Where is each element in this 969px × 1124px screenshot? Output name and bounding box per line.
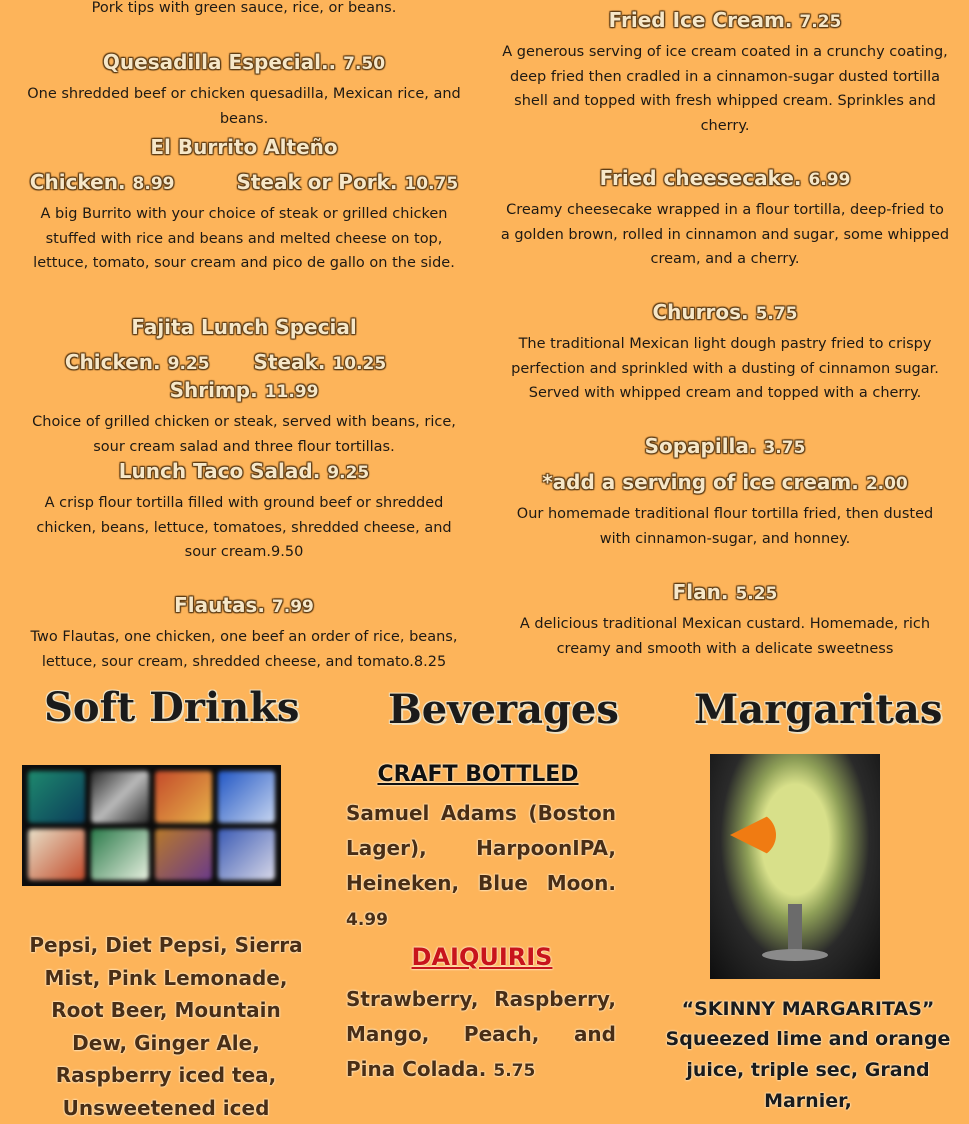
- item-title: *add a serving of ice cream.: [542, 470, 859, 494]
- drink-thumb: [91, 829, 148, 881]
- craft-price: 4.99: [346, 910, 388, 930]
- craft-bottled-list: [346, 796, 616, 938]
- drink-thumb: [218, 829, 275, 881]
- quesadilla-item: [22, 49, 466, 131]
- item-price: 5.25: [735, 584, 778, 604]
- taco-salad-item: [22, 458, 466, 565]
- skinny-margaritas-desc: Squeezed lime and orange juice, triple sec, Grand Marnier,: [665, 1028, 951, 1112]
- item-title: Fried cheesecake.: [599, 166, 802, 190]
- item-price-3: 11.99: [264, 382, 319, 402]
- daiquiris-list: [346, 982, 616, 1089]
- glass-base: [762, 949, 828, 961]
- daiquiris-label: DAIQUIRIS: [411, 943, 553, 971]
- item-desc: Our homemade traditional flour tortilla fried, then dusted with cinnamon-sugar, and honney.: [516, 506, 934, 547]
- item-title: Sopapilla.: [644, 434, 757, 458]
- item-desc: Two Flautas, one chicken, one beef an order of rice, beans, lettuce, sour cream, shredded cheese, and tomato.8.25: [30, 629, 458, 670]
- item-desc: A big Burrito with your choice of steak or grilled chicken stuffed with rice and beans and melted cheese on top, lettuce, tomato, sour cream and pico de gallo on the side.: [33, 206, 455, 271]
- glass-stem: [788, 904, 802, 954]
- margaritas-heading: Margaritas: [694, 686, 943, 733]
- orange-slice: [730, 812, 776, 858]
- craft-text: Samuel Adams (Boston Lager), HarpoonIPA, Heineken, Blue Moon.: [346, 801, 616, 895]
- daiquiris-text: Strawberry, Raspberry, Mango, Peach, and Pina Colada.: [346, 987, 616, 1081]
- drink-thumb: [218, 771, 275, 823]
- item-desc: A crisp flour tortilla filled with ground beef or shredded chicken, beans, lettuce, tomatoes, shredded cheese, and sour cream.9.50: [36, 495, 452, 560]
- item-title: El Burrito Alteño: [150, 135, 338, 159]
- soft-drinks-heading: Soft Drinks: [44, 684, 300, 731]
- item-title-2: Steak.: [253, 350, 326, 374]
- fajita-item: [22, 349, 466, 459]
- drink-thumb: [28, 771, 85, 823]
- flan-item: [500, 579, 950, 661]
- item-price: 9.25: [167, 354, 210, 374]
- item-price: 7.50: [343, 54, 386, 74]
- item-price: 5.75: [755, 304, 798, 324]
- item-title-2: Steak or Pork.: [236, 170, 398, 194]
- drink-thumb: [155, 771, 212, 823]
- item-desc: Creamy cheesecake wrapped in a flour tortilla, deep-fried to a golden brown, rolled in cinnamon and sugar, some whipped cream, and a cherry.: [500, 202, 950, 267]
- fried-cheesecake-item: [500, 165, 950, 272]
- item-price: 9.25: [327, 463, 370, 483]
- drink-thumb: [91, 771, 148, 823]
- item-title: Churros.: [652, 300, 749, 324]
- item-desc: A generous serving of ice cream coated in a crunchy coating, deep fried then cradled in a cinnamon-sugar dusted tortilla shell and topped with fresh whipped cream. Sprinkles and cherry.: [502, 44, 948, 134]
- item-price: 6.99: [808, 170, 851, 190]
- skinny-margaritas-title: “SKINNY MARGARITAS”: [681, 998, 935, 1020]
- daiquiris-heading: [346, 940, 618, 976]
- item-title: Chicken.: [29, 170, 126, 194]
- daiquiris-price: 5.75: [493, 1061, 536, 1081]
- craft-bottled-label: CRAFT BOTTLED: [377, 762, 579, 787]
- flautas-item: [22, 592, 466, 674]
- item-title: Quesadilla Especial..: [102, 50, 337, 74]
- item-title: Fried Ice Cream.: [608, 8, 793, 32]
- item-desc: A delicious traditional Mexican custard. Homemade, rich creamy and smooth with a delicate sweetness: [519, 616, 931, 657]
- drink-thumb: [155, 829, 212, 881]
- sopapilla-item: [500, 433, 950, 461]
- item-price: 2.00: [865, 474, 908, 494]
- item-title-3: Shrimp.: [169, 378, 258, 402]
- item-price: 8.99: [132, 174, 175, 194]
- burrito-item: [22, 169, 466, 276]
- burrito-heading: [22, 134, 466, 160]
- fried-ice-cream-item: [500, 7, 950, 138]
- item-price-2: 10.75: [404, 174, 459, 194]
- item-desc: One shredded beef or chicken quesadilla, Mexican rice, and beans.: [27, 86, 461, 127]
- item-price: 3.75: [763, 438, 806, 458]
- item-title: Flan.: [672, 580, 729, 604]
- item-title: Chicken.: [64, 350, 161, 374]
- item-title: Fajita Lunch Special: [131, 315, 357, 339]
- beverages-heading: Beverages: [388, 686, 619, 733]
- margarita-photo: [710, 754, 880, 979]
- soft-drinks-list: Pepsi, Diet Pepsi, Sierra Mist, Pink Lemonade, Root Beer, Mountain Dew, Ginger Ale, Raspberry iced tea, Unsweetened iced: [29, 933, 303, 1120]
- ice-cream-addon-item: [500, 469, 950, 551]
- drink-thumb: [28, 829, 85, 881]
- item-desc: The traditional Mexican light dough pastry fried to crispy perfection and sprinkled with a dusting of cinnamon sugar. Served with whipped cream and topped with a cherry.: [511, 336, 939, 401]
- fajita-heading: [22, 314, 466, 340]
- craft-bottled-heading: [346, 757, 610, 792]
- item-price: 7.25: [799, 12, 842, 32]
- item-price-2: 10.25: [332, 354, 387, 374]
- pork-tips-desc: Pork tips with green sauce, rice, or beans.: [91, 0, 397, 16]
- item-title: Flautas.: [174, 593, 265, 617]
- item-price: 7.99: [271, 597, 314, 617]
- soft-drinks-image: [22, 765, 281, 886]
- item-desc: Choice of grilled chicken or steak, served with beans, rice, sour cream salad and three flour tortillas.: [32, 414, 456, 455]
- churros-item: [500, 299, 950, 406]
- item-title: Lunch Taco Salad.: [118, 459, 321, 483]
